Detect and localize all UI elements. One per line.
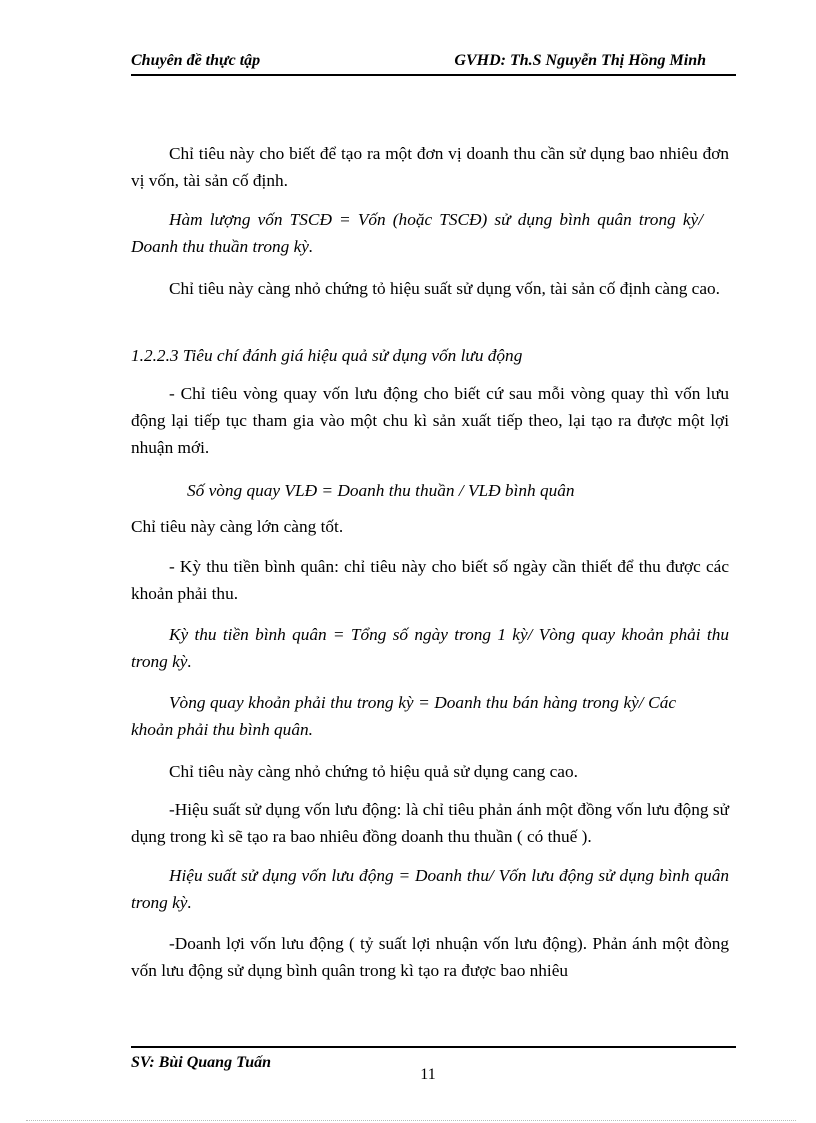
- formula-fixed-asset-content: Hàm lượng vốn TSCĐ = Vốn (hoặc TSCĐ) sử dụng bình quân trong kỳ/ Doanh thu thuần trong kỳ.: [131, 210, 703, 256]
- formula-receivable-turnover: Vòng quay khoản phải thu trong kỳ = Doanh thu bán hàng trong kỳ/ Các khoản phải thu bình quân.: [131, 693, 676, 739]
- paragraph-working-capital-efficiency: -Hiệu suất sử dụng vốn lưu động: là chỉ tiêu phản ánh một đồng vốn lưu động sử dụng trong kì sẽ tạo ra bao nhiêu đồng doanh thu thuần ( có thuế ).: [131, 800, 729, 846]
- document-title: Chuyên đề thực tập: [131, 52, 261, 69]
- paragraph-1: Chỉ tiêu này cho biết để tạo ra một đơn vị doanh thu cần sử dụng bao nhiêu đơn vị vốn, tài sản cố định.: [131, 144, 729, 190]
- formula-working-capital-efficiency: Hiệu suất sử dụng vốn lưu động = Doanh thu/ Vốn lưu động sử dụng bình quân trong kỳ.: [131, 866, 729, 912]
- student-name: SV: Bùi Quang Tuấn: [131, 1054, 272, 1071]
- formula-turnover-count: Số vòng quay VLĐ = Doanh thu thuần / VLĐ bình quân: [187, 481, 575, 500]
- paragraph-working-capital-turnover: - Chỉ tiêu vòng quay vốn lưu động cho biết cứ sau mỗi vòng quay thì vốn lưu động lại tiếp tục tham gia vào một chu kì sản xuất tiếp theo, lại tạo ra được một lợi nhuận mới.: [131, 384, 729, 457]
- supervisor-name: GVHD: Th.S Nguyễn Thị Hồng Minh: [454, 52, 706, 69]
- paragraph-collection-period: - Kỳ thu tiền bình quân: chỉ tiêu này cho biết số ngày cần thiết để thu được các khoản phải thu.: [131, 557, 729, 603]
- page-number: 11: [420, 1066, 436, 1083]
- paragraph-2: Chỉ tiêu này càng nhỏ chứng tỏ hiệu suất sử dụng vốn, tài sản cố định càng cao.: [169, 279, 720, 298]
- formula-collection-period: Kỳ thu tiền bình quân = Tổng số ngày trong 1 kỳ/ Vòng quay khoản phải thu trong kỳ.: [131, 625, 729, 671]
- footer-rule: [131, 1046, 736, 1048]
- header-rule: [131, 74, 736, 76]
- page-edge-dotted-line: [26, 1120, 796, 1121]
- paragraph-working-capital-return: -Doanh lợi vốn lưu động ( tỷ suất lợi nhuận vốn lưu động). Phản ánh một đòng vốn lưu động sử dụng bình quân trong kì tạo ra được bao nhiêu: [131, 934, 729, 980]
- paragraph-3: Chỉ tiêu này càng lớn càng tốt.: [131, 517, 344, 536]
- page-header: [131, 50, 736, 76]
- paragraph-4: Chỉ tiêu này càng nhỏ chứng tỏ hiệu quả sử dụng cang cao.: [169, 762, 578, 781]
- section-heading-1-2-2-3: 1.2.2.3 Tiêu chí đánh giá hiệu quả sử dụng vốn lưu động: [131, 346, 523, 365]
